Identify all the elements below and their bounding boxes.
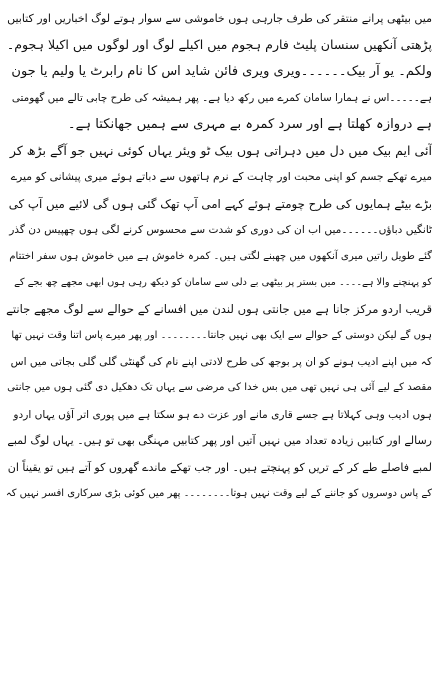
text-line: ٹانگیں دباؤں۔۔۔۔۔۔میں اب ان کی دوری کو شدت سے محسوس کرنے لگی ہوں چھپیس دن گذر <box>9 224 432 237</box>
article-body <box>6 6 432 507</box>
text-line: ہوں گے لیکن دوستی کے حوالے سے ایک بھی نہیں جانتا۔۔۔۔۔۔۔۔ اور پھر میرے پاس اتنا وقت نہیں تھا <box>11 329 432 341</box>
text-line: میں بیٹھی پرانے منتقر کی طرف جارہی ہوں خاموشی سے سوار ہوتے لوگ اخباریں اور کتابیں <box>7 12 432 25</box>
text-line: آئی ایم بیک میں دل میں دہراتی ہوں بیک ٹو ویئر یہاں کوئی نہیں جو آگے بڑھ کر <box>9 142 432 158</box>
text-line: ہے۔۔۔۔۔اس نے ہمارا سامان کمرے میں رکھ دیا ہے۔ پھر ہمیشہ کی طرح چابی تالے میں گھومتی <box>11 92 432 105</box>
text-line: پڑھتی آنکھیں سنسان پلیٹ فارم ہجوم میں اکیلے لوگ اور لوگوں میں اکیلا ہجوم۔ <box>6 37 432 53</box>
text-line: قریب اردو مرکز جانا ہے میں جانتی ہوں لندن میں افسانے کے حوالے سے لوگ مجھے جانتے <box>6 302 432 317</box>
text-line: کو پہنچنے والا ہے۔۔۔۔ میں بستر پر بیٹھی بے دلی سے سامان کو دیکھ رہی ہوں ابھی مجھے چھ بجے کے <box>14 276 432 288</box>
text-line: کہ میں اپنے ادیب ہونے کو ان پر بوجھ کی طرح لادتی اپنے نام کی گھنٹی گلی گلی بجاتی میں اس <box>10 356 432 369</box>
text-line: رسالے اور کتابیں زیادہ تعداد میں نہیں آتیں اور پھر کتابیں مہنگی بھی تو ہیں۔ یہاں لوگ لمبے <box>7 434 432 448</box>
text-line: میرے تھکے جسم کو اپنی محبت اور چاہت کے نرم ہاتھوں سے دباتے ہوئے میری پیشانی کو میرے <box>10 170 432 184</box>
text-line: ولکم۔ یو آر بیک۔۔۔۔۔۔ویری ویری فائن شاید اس کا نام رابرٹ یا ولیم یا جون <box>11 63 432 79</box>
text-line: لمبے فاصلے طے کر کے تریں کو پہنچتے ہیں۔ اور جب تھکے ماندے گھروں کو آتے ہیں تو یقیناً ان <box>7 460 432 474</box>
text-line: گئے طویل راتیں میری آنکھوں میں چھبنے لگتی ہیں۔ کمرہ خاموش ہے میں خاموش ہوں سفر اختتام <box>9 250 432 262</box>
text-line: مقصد کے لیے آئی ہی نہیں تھی میں بس خدا کی مرضی سے یہاں تک دھکیل دی گئی ہوں میں جانتی <box>7 382 432 394</box>
text-line: کے پاس دوسروں کو جاننے کے لیے وقت نہیں ہوتا۔۔۔۔۔۔۔۔ پھر میں کوئی بڑی سرکاری افسر نہیں کہ <box>6 488 432 500</box>
text-line: ہے دروازہ کھلتا ہے اور سرد کمرہ بے مہری سے ہمیں جھانکتا ہے۔ <box>67 116 432 132</box>
text-line: بڑے بیٹے ہمایوں کی طرح چومتے ہوئے کہے امی آپ تھک گئی ہوں گی لائیے میں آپ کی <box>8 196 432 211</box>
text-line: ہوں ادیب وہی کہلاتا ہے جسے قاری مانے اور عزت دے ہو سکتا ہے میں پوری اتر آؤں یہاں اردو <box>13 408 432 421</box>
